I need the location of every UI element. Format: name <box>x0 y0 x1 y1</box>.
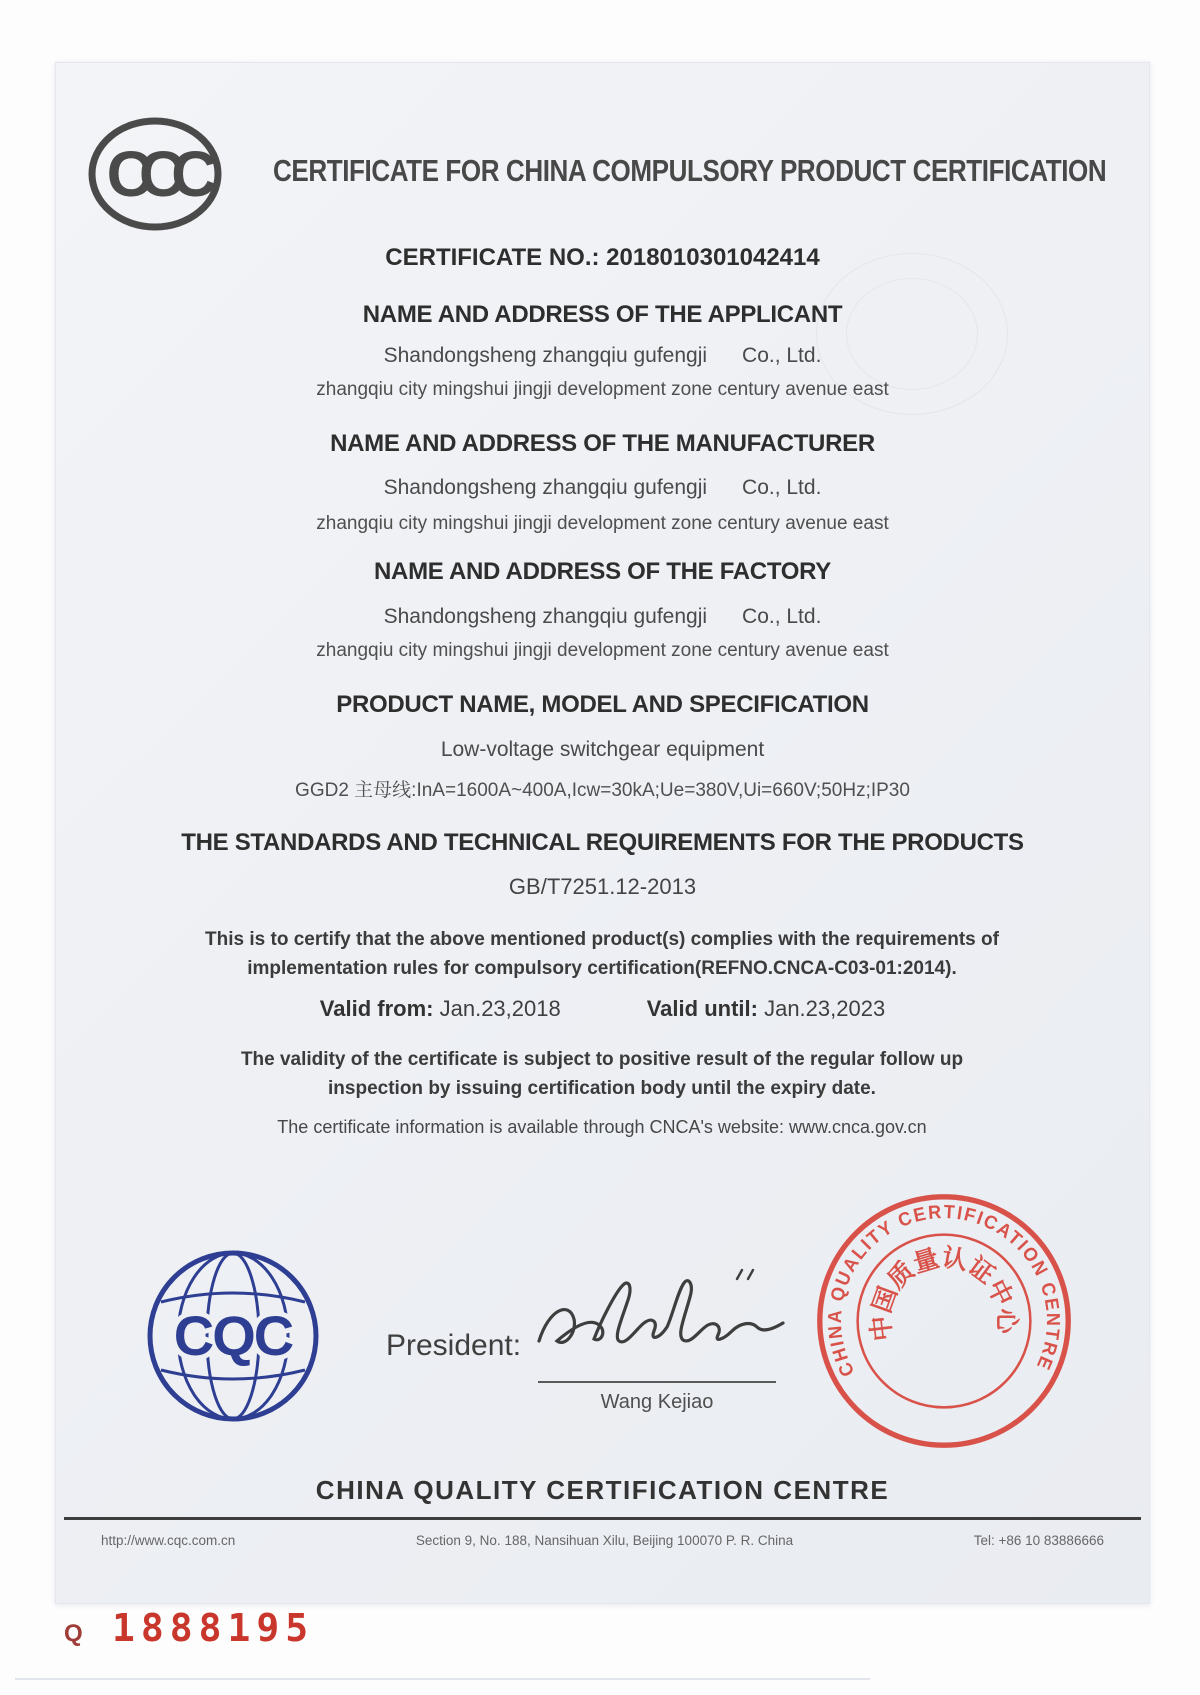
certificate-number-line <box>56 244 1149 272</box>
product-specification: GGD2 主母线:InA=1600A~400A,Icw=30kA;Ue=380V,Ui=660V;50Hz;IP30 <box>295 780 910 801</box>
ccc-logo-icon <box>84 115 226 233</box>
stamp-inner-text: 中国质量认证中心 <box>866 1243 1021 1343</box>
footer-address: Section 9, No. 188, Nansihuan Xilu, Beijing 100070 P. R. China <box>415 1533 794 1548</box>
footer-tel: Tel: +86 10 83886666 <box>973 1533 1104 1548</box>
certificate-number-label: CERTIFICATE NO.: <box>385 244 600 271</box>
footer-rule <box>64 1517 1141 1520</box>
ccc-logo-text: CCC <box>106 138 204 210</box>
factory-name: Shandongsheng zhangqiu gufengji Co., Ltd. <box>383 605 822 628</box>
factory-address: zhangqiu city mingshui jingji development zone century avenue east <box>316 640 889 661</box>
info-note: The certificate information is available through CNCA's website: www.cnca.gov.cn <box>277 1117 927 1137</box>
certificate-sheet <box>55 62 1150 1604</box>
applicant-address: zhangqiu city mingshui jingji development zone century avenue east <box>316 379 889 400</box>
valid-from-value: Jan.23,2018 <box>439 996 561 1021</box>
president-signature <box>531 1263 806 1378</box>
serial-prefix: Q <box>64 1620 83 1647</box>
cqc-logo-text: CQC <box>173 1304 293 1367</box>
standards-heading: THE STANDARDS AND TECHNICAL REQUIREMENTS FOR THE PRODUCTS <box>181 829 1024 856</box>
watermark-arc-inner <box>846 278 978 390</box>
president-name: Wang Kejiao <box>600 1391 714 1413</box>
valid-until <box>647 996 885 1022</box>
manufacturer-name: Shandongsheng zhangqiu gufengji Co., Ltd. <box>383 476 822 499</box>
valid-until-label: Valid until: <box>646 996 758 1021</box>
cqc-red-stamp <box>813 1190 1075 1452</box>
validity-note: The validity of the certificate is subject to positive result of the regular follow up inspection by issuing certification body until the expiry date. <box>240 1049 964 1099</box>
manufacturer-heading: NAME AND ADDRESS OF THE MANUFACTURER <box>330 430 875 457</box>
certify-statement: This is to certify that the above mentioned product(s) complies with the requirements of implementation rules for compulsory certification(REFNO.CNCA-C03-01:2014). <box>205 929 999 979</box>
standards-value: GB/T7251.12-2013 <box>508 874 697 899</box>
product-heading: PRODUCT NAME, MODEL AND SPECIFICATION <box>336 691 869 718</box>
svg-text:中国质量认证中心 <box>867 1244 1021 1343</box>
applicant-heading: NAME AND ADDRESS OF THE APPLICANT <box>362 301 843 328</box>
centre-name: CHINA QUALITY CERTIFICATION CENTRE <box>315 1475 890 1505</box>
footer-website: http://www.cqc.com.cn <box>101 1533 236 1548</box>
valid-until-value: Jan.23,2023 <box>764 996 886 1021</box>
footer-contact-row <box>101 1533 1104 1548</box>
page-bottom-edge <box>15 1678 870 1680</box>
president-label: President: <box>386 1329 522 1362</box>
valid-from-label: Valid from: <box>319 996 434 1021</box>
stamp-ring-text: CHINA QUALITY CERTIFICATION CENTRE <box>824 1201 1063 1380</box>
signature-line <box>538 1381 776 1383</box>
certificate-title: CERTIFICATE FOR CHINA COMPULSORY PRODUCT CERTIFICATION <box>273 153 1107 188</box>
applicant-name: Shandongsheng zhangqiu gufengji Co., Ltd. <box>383 344 822 367</box>
serial-number: 1888195 <box>112 1606 315 1650</box>
validity-dates-row <box>56 996 1149 1022</box>
manufacturer-address: zhangqiu city mingshui jingji development zone century avenue east <box>316 513 889 534</box>
valid-from <box>320 996 561 1022</box>
factory-heading: NAME AND ADDRESS OF THE FACTORY <box>374 558 831 585</box>
certificate-number-value: 2018010301042414 <box>606 244 820 271</box>
cqc-logo-icon <box>145 1248 321 1424</box>
product-name: Low-voltage switchgear equipment <box>440 738 765 761</box>
